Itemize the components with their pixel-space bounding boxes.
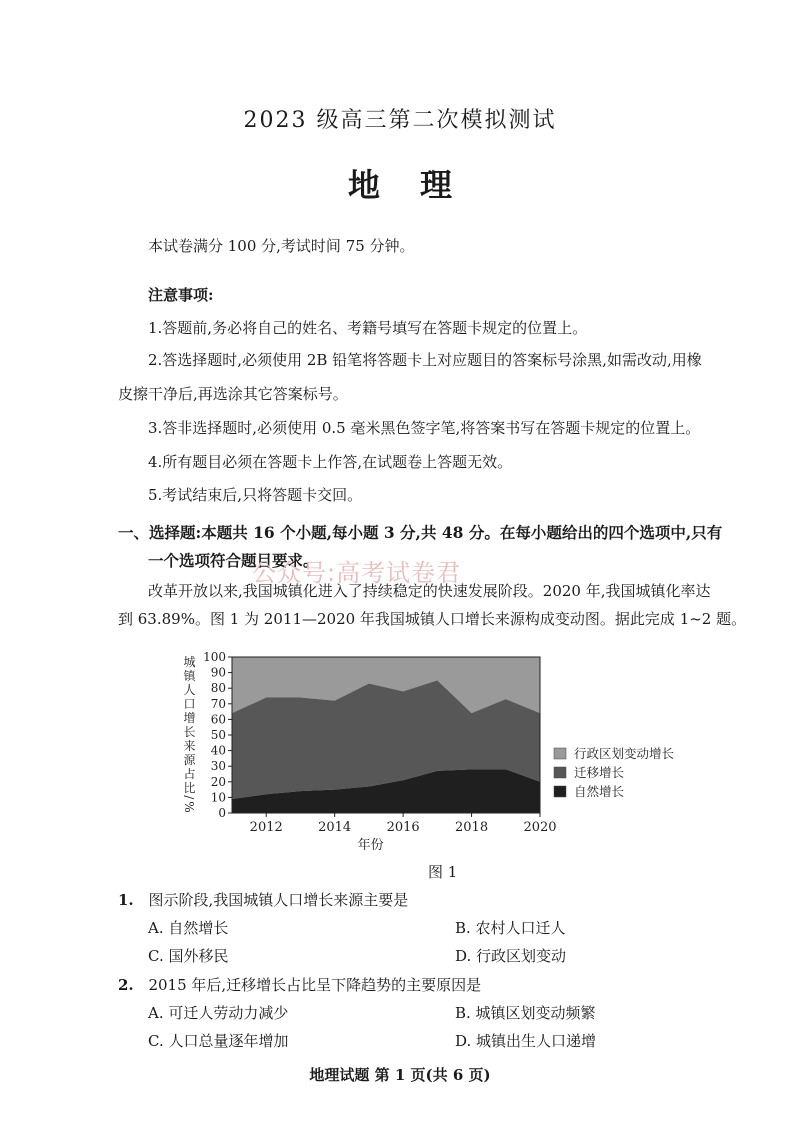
option[interactable]: B. 农村人口迁人 [455,919,566,937]
notice-heading: 注意事项: [148,286,214,304]
exam-title: 2023 级高三第二次模拟测试 [243,108,557,133]
x-tick-label: 2012 [249,820,283,835]
x-axis-label: 年份 [357,838,384,853]
x-tick-label: 2016 [386,820,420,835]
section-heading-cont: 一个选项符合题目要求。 [148,551,319,570]
y-tick-label: 100 [203,650,226,664]
legend-label: 自然增长 [574,784,625,799]
legend-label: 迁移增长 [574,765,625,780]
y-tick-label: 40 [210,743,226,758]
x-tick-label: 2014 [318,820,352,835]
subject-title: 地理 [347,166,492,204]
question-number: 1. [118,891,134,909]
notice-item: 3.答非选择题时,必须使用 0.5 毫米黑色签字笔,将答案书写在答题卡规定的位置上。 [148,419,701,437]
y-tick-label: 0 [218,806,226,820]
x-tick-label: 2020 [523,820,557,835]
y-tick-label: 30 [210,759,226,774]
question-stem: 图示阶段,我国城镇人口增长来源主要是 [148,891,409,909]
option[interactable]: A. 自然增长 [148,919,229,937]
question-stem: 2015 年后,迁移增长占比呈下降趋势的主要原因是 [148,976,482,994]
y-tick-label: 90 [210,665,226,680]
intro-text: 本试卷满分 100 分,考试时间 75 分钟。 [148,237,415,255]
question-number: 2. [118,976,134,994]
option[interactable]: A. 可迁人劳动力减少 [148,1004,289,1022]
passage-text: 到 63.89%。图 1 为 2011—2020 年我国城镇人口增长来源构成变动图。据此完成 1~2 题。 [118,610,747,628]
legend-swatch [554,767,566,778]
notice-item: 1.答题前,务必将自己的姓名、考籍号填写在答题卡规定的位置上。 [148,319,588,337]
y-tick-label: 50 [210,728,226,742]
y-tick-label: 70 [210,696,226,711]
notice-item: 皮擦干净后,再选涂其它答案标号。 [118,385,348,403]
y-tick-label: 80 [210,681,226,696]
watermark-text: 公众号:高考试卷君 [252,559,462,587]
option[interactable]: C. 人口总量逐年增加 [148,1032,289,1050]
option[interactable]: D. 城镇出生人口递增 [455,1032,597,1050]
y-tick-label: 10 [210,790,226,805]
notice-item: 2.答选择题时,必须使用 2B 铅笔将答题卡上对应题目的答案标号涂黑,如需改动,用橡 [148,351,702,369]
legend-swatch [554,748,566,759]
y-tick-label: 60 [210,712,226,727]
notice-item: 4.所有题目必须在答题卡上作答,在试题卷上答题无效。 [148,453,513,471]
legend-label: 行政区划变动增长 [574,746,675,761]
legend-swatch [554,786,566,797]
notice-item: 5.考试结束后,只将答题卡交回。 [148,486,363,504]
population-chart [170,640,730,860]
page-footer: 地理试题 第 1 页(共 6 页) [309,1066,491,1084]
x-tick-label: 2018 [455,820,489,835]
section-heading: 一、选择题:本题共 16 个小题,每小题 3 分,共 48 分。在每小题给出的四个选项中,只有 [118,523,723,542]
y-tick-label: 20 [210,774,226,789]
option[interactable]: D. 行政区划变动 [455,947,567,965]
question-1 [118,890,408,910]
option[interactable]: B. 城镇区划变动频繁 [455,1004,596,1022]
passage-text: 改革开放以来,我国城镇化进入了持续稳定的快速发展阶段。2020 年,我国城镇化率达 [148,582,711,600]
option[interactable]: C. 国外移民 [148,947,229,965]
figure-caption: 图 1 [428,863,458,881]
y-axis-label: 城镇人口增长来源占比/% [182,655,196,815]
question-2 [118,975,481,995]
